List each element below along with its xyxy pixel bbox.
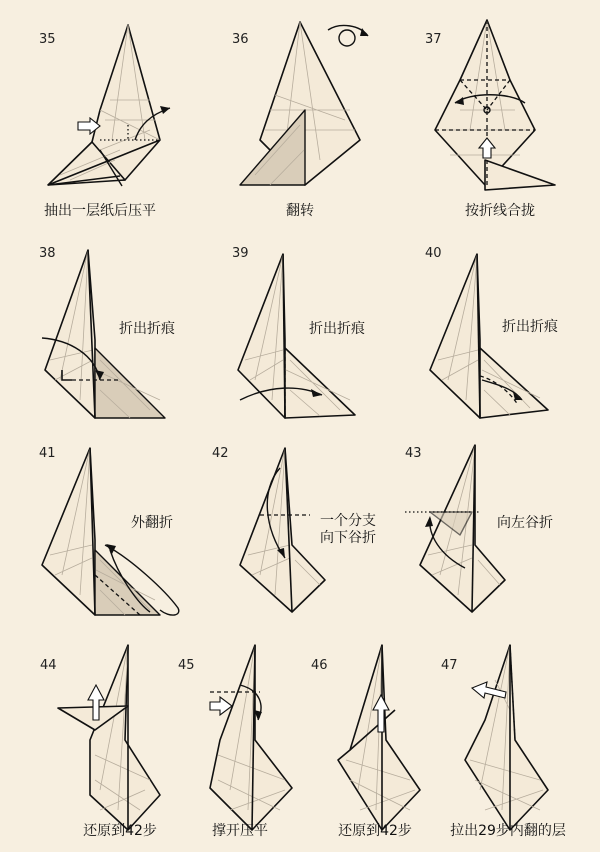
step-37 bbox=[400, 0, 600, 230]
step-44 bbox=[0, 640, 160, 852]
step-caption: 撑开压平 bbox=[212, 823, 268, 839]
step-47-diagram bbox=[440, 640, 600, 840]
step-46 bbox=[310, 640, 440, 852]
step-caption: 按折线合拢 bbox=[465, 203, 535, 219]
step-36 bbox=[200, 0, 400, 230]
step-side-text: 折出折痕 bbox=[309, 321, 365, 337]
step-44-diagram bbox=[0, 640, 160, 840]
step-40 bbox=[400, 240, 600, 430]
step-45-diagram bbox=[160, 640, 310, 840]
step-number: 40 bbox=[425, 246, 442, 261]
step-number: 43 bbox=[405, 446, 422, 461]
step-43-diagram bbox=[400, 440, 600, 630]
step-43 bbox=[400, 440, 600, 630]
step-36-diagram bbox=[200, 0, 400, 200]
step-number: 42 bbox=[212, 446, 229, 461]
step-caption: 翻转 bbox=[286, 203, 314, 219]
step-41-diagram bbox=[0, 440, 200, 630]
step-number: 45 bbox=[178, 658, 195, 673]
step-side-text: 外翻折 bbox=[131, 515, 173, 531]
step-number: 39 bbox=[232, 246, 249, 261]
step-37-diagram bbox=[400, 0, 600, 200]
step-41 bbox=[0, 440, 200, 630]
step-caption: 抽出一层纸后压平 bbox=[44, 203, 156, 219]
step-45 bbox=[160, 640, 310, 852]
step-caption: 还原到42步 bbox=[83, 823, 157, 839]
step-side-text: 向左谷折 bbox=[497, 515, 553, 531]
step-number: 37 bbox=[425, 32, 442, 47]
step-caption: 还原到42步 bbox=[338, 823, 412, 839]
step-number: 36 bbox=[232, 32, 249, 47]
step-47 bbox=[440, 640, 600, 852]
step-side-text: 折出折痕 bbox=[119, 321, 175, 337]
step-side-text-2: 向下谷折 bbox=[320, 530, 376, 546]
step-35-diagram bbox=[0, 0, 200, 200]
step-number: 41 bbox=[39, 446, 56, 461]
step-number: 44 bbox=[40, 658, 57, 673]
step-38 bbox=[0, 240, 200, 430]
step-caption: 拉出29步内翻的层 bbox=[450, 823, 566, 839]
step-side-text: 折出折痕 bbox=[502, 319, 558, 335]
step-number: 35 bbox=[39, 32, 56, 47]
step-46-diagram bbox=[310, 640, 440, 840]
step-number: 46 bbox=[311, 658, 328, 673]
step-42 bbox=[200, 440, 400, 630]
step-35 bbox=[0, 0, 200, 230]
step-number: 38 bbox=[39, 246, 56, 261]
step-39 bbox=[200, 240, 400, 430]
step-side-text-1: 一个分支 bbox=[320, 513, 376, 529]
step-number: 47 bbox=[441, 658, 458, 673]
